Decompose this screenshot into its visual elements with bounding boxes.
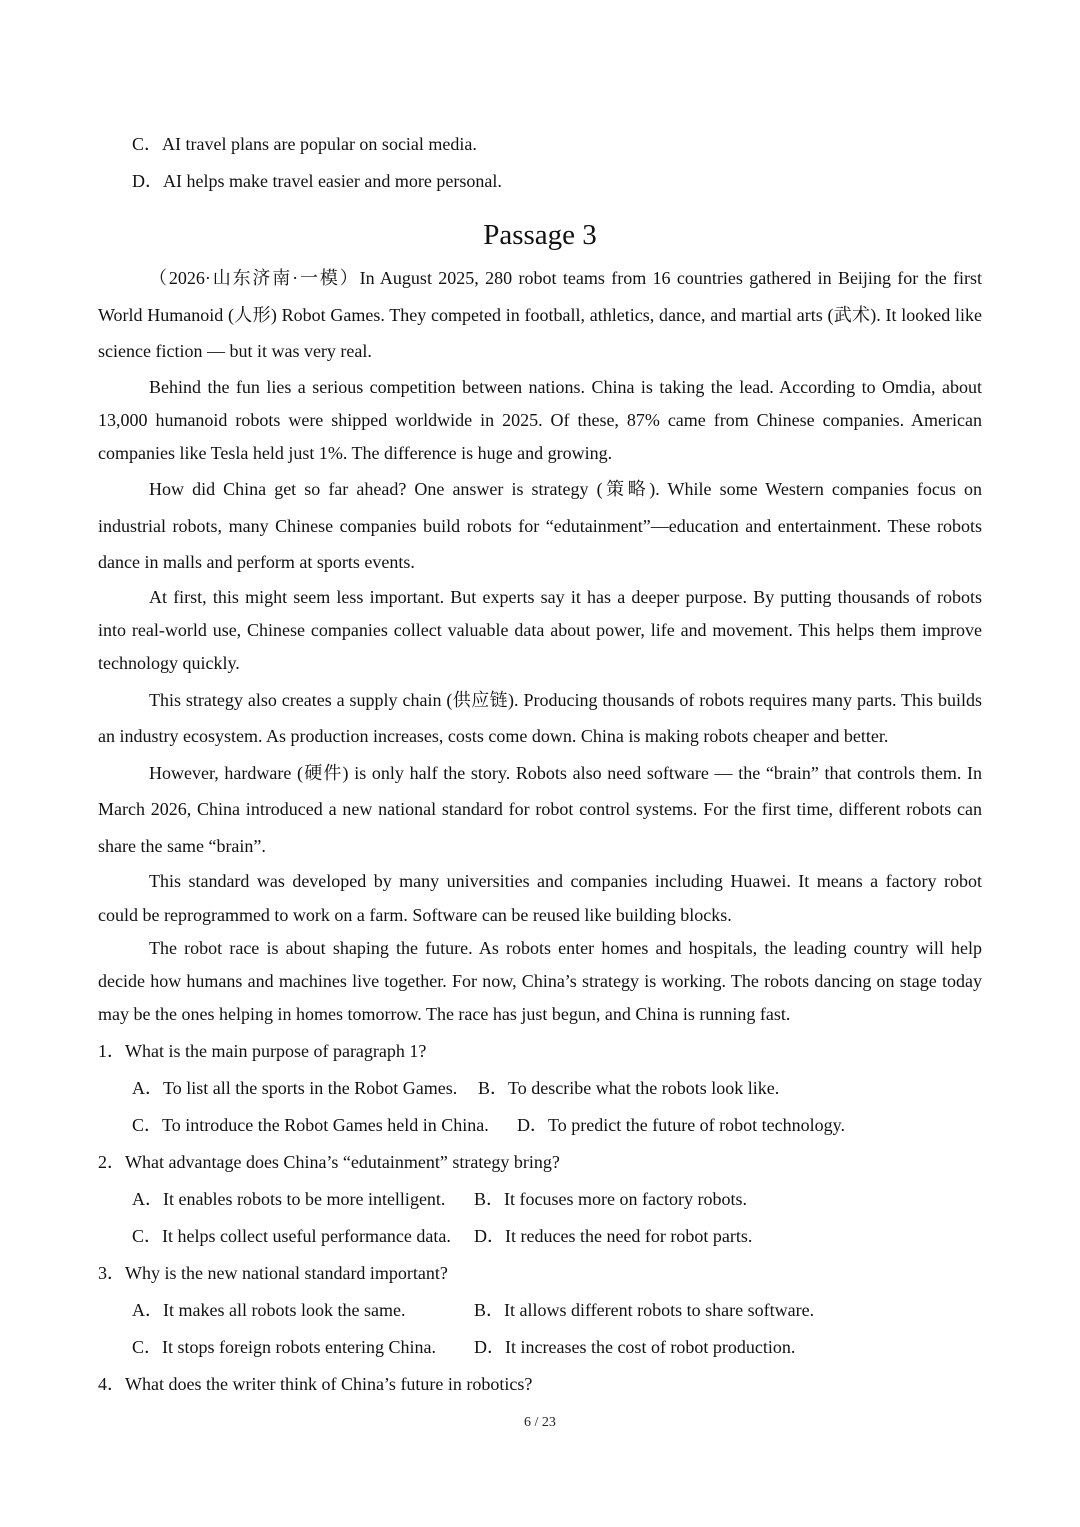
option-letter: D． (132, 171, 163, 191)
choice-letter: A． (132, 1300, 163, 1320)
question-2-choice-a (132, 1187, 445, 1211)
paragraph-1: （2026·山东济南·一模）In August 2025, 280 robot teams from 16 countries gathered in Beijing for the first World Humanoid (人形) Robot Games. They competed in football, athletics, dance, and martial arts (武术). It looked like science fiction — but it was very real. (98, 268, 982, 361)
question-2-choice-c (132, 1224, 451, 1248)
question-number: 2． (98, 1152, 125, 1172)
choice-text: It helps collect useful performance data. (162, 1226, 451, 1246)
choice-text: To introduce the Robot Games held in China. (162, 1115, 489, 1135)
question-number: 4． (98, 1374, 125, 1394)
question-2-choice-d (474, 1224, 752, 1248)
question-3-choice-d (474, 1335, 795, 1359)
question-3-choice-b (474, 1298, 814, 1322)
question-1-choice-a (132, 1076, 457, 1100)
choice-text: It allows different robots to share software. (504, 1300, 815, 1320)
choice-text: It stops foreign robots entering China. (162, 1337, 436, 1357)
question-1-choice-b (478, 1076, 779, 1100)
question-2-choice-b (474, 1187, 747, 1211)
question-stem: What does the writer think of China’s future in robotics? (125, 1374, 533, 1394)
option-text: AI travel plans are popular on social media. (162, 134, 477, 154)
question-stem: Why is the new national standard important? (125, 1263, 448, 1283)
question-stem: What is the main purpose of paragraph 1? (125, 1041, 427, 1061)
passage-body (98, 260, 982, 1032)
choice-text: To describe what the robots look like. (508, 1078, 780, 1098)
question-stem: What advantage does China’s “edutainment” strategy bring? (125, 1152, 560, 1172)
choice-letter: C． (132, 1337, 163, 1357)
choice-text: It focuses more on factory robots. (504, 1189, 747, 1209)
question-3-choice-a (132, 1298, 405, 1322)
choice-text: It makes all robots look the same. (163, 1300, 406, 1320)
choice-letter: B． (478, 1078, 509, 1098)
choice-letter: A． (132, 1189, 163, 1209)
question-1-choice-c (132, 1113, 489, 1137)
paragraph-3: How did China get so far ahead? One answer is strategy (策略). While some Western companies focus on industrial robots, many Chinese companies build robots for “edutainment”—education and entertainment. These robots dance in malls and perform at sports events. (98, 479, 982, 573)
option-text: AI helps make travel easier and more personal. (163, 171, 502, 191)
choice-letter: D． (517, 1115, 548, 1135)
prev-option-c (132, 132, 477, 156)
choice-text: It enables robots to be more intelligent. (163, 1189, 446, 1209)
paragraph-7: This standard was developed by many universities and companies including Huawei. It means a factory robot could be reprogrammed to work on a farm. Software can be reused like building blocks. (98, 871, 982, 925)
choice-letter: B． (474, 1189, 505, 1209)
passage-title: Passage 3 (483, 219, 597, 251)
paragraph-5: This strategy also creates a supply chain (供应链). Producing thousands of robots requires many parts. This builds an industry ecosystem. As production increases, costs come down. China is making robots cheaper and better. (98, 689, 982, 747)
choice-letter: D． (474, 1226, 505, 1246)
choice-letter: C． (132, 1115, 163, 1135)
question-3-choice-c (132, 1335, 436, 1359)
paragraph-4: At first, this might seem less important. But experts say it has a deeper purpose. By putting thousands of robots into real-world use, Chinese companies collect valuable data about power, life and movement. This helps them improve technology quickly. (98, 586, 982, 674)
question-2 (98, 1150, 560, 1174)
question-4 (98, 1372, 532, 1396)
paragraph-8: The robot race is about shaping the future. As robots enter homes and hospitals, the leading country will help decide how humans and machines live together. For now, China’s strategy is working. The robots dancing on stage today may be the ones helping in homes tomorrow. The race has just begun, and China is running fast. (98, 937, 982, 1025)
option-letter: C． (132, 134, 163, 154)
question-1-choice-d (517, 1113, 845, 1137)
prev-option-d (132, 169, 502, 193)
question-1 (98, 1039, 426, 1063)
paragraph-2: Behind the fun lies a serious competition between nations. China is taking the lead. According to Omdia, about 13,000 humanoid robots were shipped worldwide in 2025. Of these, 87% came from Chinese companies. American companies like Tesla held just 1%. The difference is huge and growing. (98, 376, 982, 464)
question-3 (98, 1261, 448, 1285)
question-number: 1． (98, 1041, 125, 1061)
choice-letter: D． (474, 1337, 505, 1357)
paragraph-6: However, hardware (硬件) is only half the story. Robots also need software — the “brain” that controls them. In March 2026, China introduced a new national standard for robot control systems. For the first time, different robots can share the same “brain”. (98, 762, 982, 856)
question-number: 3． (98, 1263, 125, 1283)
choice-text: It reduces the need for robot parts. (505, 1226, 753, 1246)
choice-text: To predict the future of robot technology. (548, 1115, 845, 1135)
choice-text: It increases the cost of robot production. (505, 1337, 796, 1357)
choice-text: To list all the sports in the Robot Games. (163, 1078, 458, 1098)
page-number: 6 / 23 (524, 1415, 556, 1430)
choice-letter: B． (474, 1300, 505, 1320)
choice-letter: A． (132, 1078, 163, 1098)
choice-letter: C． (132, 1226, 163, 1246)
